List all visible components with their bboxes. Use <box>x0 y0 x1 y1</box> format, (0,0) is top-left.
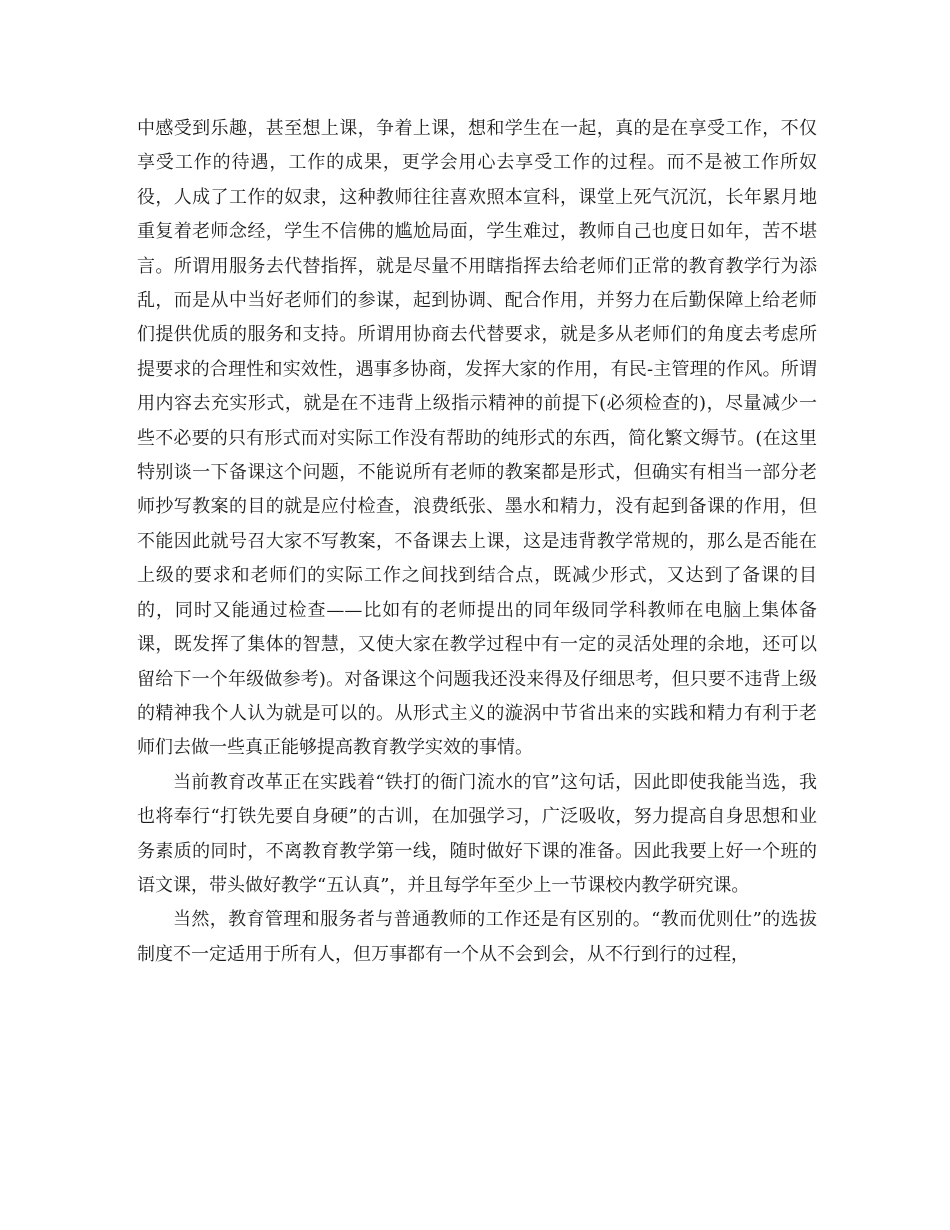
paragraph-1: 中感受到乐趣，甚至想上课，争着上课，想和学生在一起，真的是在享受工作，不仅享受工作的待遇，工作的成果，更学会用心去享受工作的过程。而不是被工作所奴役，人成了工作的奴隶，这种教师往往喜欢照本宣科，课堂上死气沉沉，长年累月地重复着老师念经，学生不信佛的尴尬局面，学生难过，教师自己也度日如年，苦不堪言。所谓用服务去代替指挥，就是尽量不用瞎指挥去给老师们正常的教育教学行为添乱，而是从中当好老师们的参谋，起到协调、配合作用，并努力在后勤保障上给老师们提供优质的服务和支持。所谓用协商去代替要求，就是多从老师们的角度去考虑所提要求的合理性和实效性，遇事多协商，发挥大家的作用，有民-主管理的作风。所谓用内容去充实形式，就是在不违背上级指示精神的前提下(必须检查的)，尽量减少一些不必要的只有形式而对实际工作没有帮助的纯形式的东西，简化繁文缛节。(在这里特别谈一下备课这个问题，不能说所有老师的教案都是形式，但确实有相当一部分老师抄写教案的目的就是应付检查，浪费纸张、墨水和精力，没有起到备课的作用，但不能因此就号召大家不写教案，不备课去上课，这是违背教学常规的，那么是否能在上级的要求和老师们的实际工作之间找到结合点，既减少形式，又达到了备课的目的，同时又能通过检查——比如有的老师提出的同年级同学科教师在电脑上集体备课，既发挥了集体的智慧，又使大家在教学过程中有一定的灵活处理的余地，还可以留给下一个年级做参考)。对备课这个问题我还没来得及仔细思考，但只要不违背上级的精神我个人认为就是可以的。从形式主义的漩涡中节省出来的实践和精力有利于老师们去做一些真正能够提高教育教学实效的事情。 <box>137 118 817 759</box>
paragraph-3: 当然，教育管理和服务者与普通教师的工作还是有区别的。“教而优则仕”的选拔制度不一定适用于所有人，但万事都有一个从不会到会，从不行到行的过程， <box>137 909 817 965</box>
paragraph-2: 当前教育改革正在实践着“铁打的衙门流水的官”这句话，因此即使我能当选，我也将奉行“打铁先要自身硬”的古训，在加强学习，广泛吸收，努力提高自身思想和业务素质的同时，不离教育教学第一线，随时做好下课的准备。因此我要上好一个班的语文课，带头做好教学“五认真”，并且每学年至少上一节课校内教学研究课。 <box>137 771 817 896</box>
document-body <box>137 112 817 972</box>
